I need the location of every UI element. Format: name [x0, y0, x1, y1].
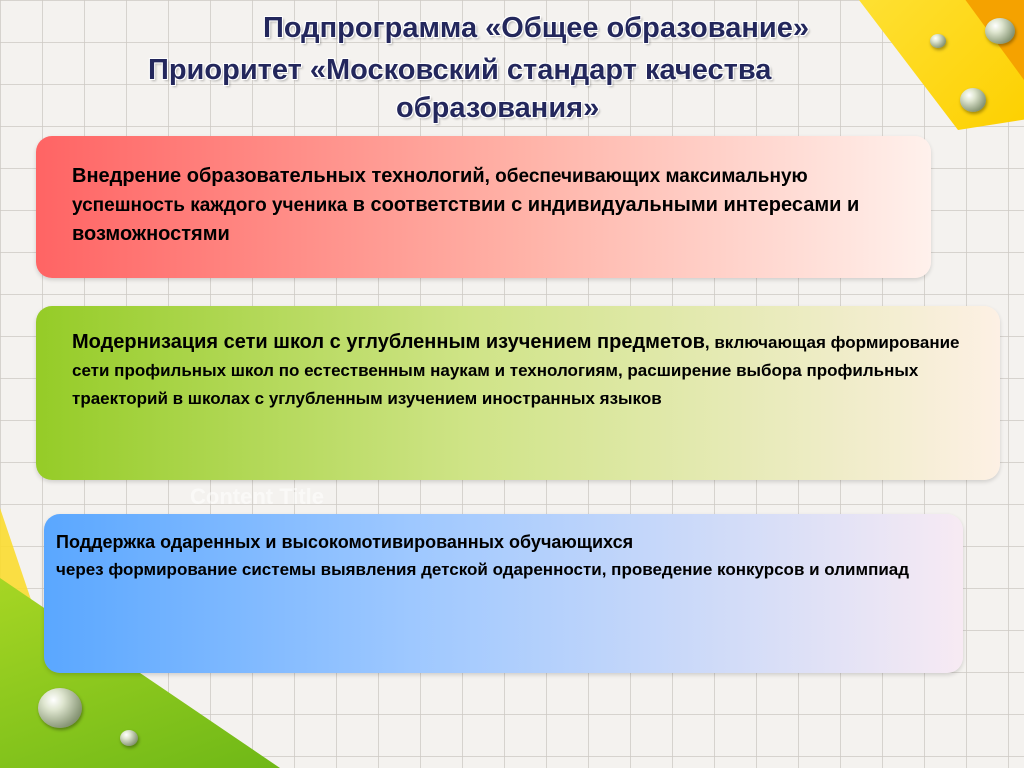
- card-heading: Внедрение образовательных технологий: [72, 165, 485, 187]
- card-text: через формирование системы выявления детской одаренности, проведение конкурсов и олимпиад: [56, 560, 910, 579]
- card-heading: Поддержка одаренных и высокомотивированных обучающихся: [56, 532, 634, 552]
- water-drop-icon: [960, 88, 986, 112]
- card-text: , обеспечивающих максимальную успешность каждого ученика: [72, 166, 808, 216]
- priority-card-technologies: [36, 136, 931, 278]
- priority-card-gifted-students: [44, 514, 963, 673]
- slide-title-line3: образования»: [396, 92, 600, 124]
- card-text: , включающая формирование сети профильных школ по естественным наукам и технологиям, расширение выбора профильных траекторий в школах с углубленным изучением иностранных языков: [72, 333, 960, 408]
- water-drop-icon: [985, 18, 1015, 44]
- water-drop-icon: [120, 730, 138, 746]
- card-text-emphasis: в соответствии с индивидуальными интересами и возможностями: [72, 194, 860, 245]
- water-drop-icon: [38, 688, 82, 728]
- water-drop-icon: [930, 34, 946, 48]
- priority-card-school-network: [36, 306, 1000, 480]
- content-title-placeholder: Content Title: [190, 484, 325, 509]
- card-heading: Модернизация сети школ с углубленным изучением предметов: [72, 331, 705, 353]
- slide-title-line2: Приоритет «Московский стандарт качества: [148, 54, 772, 86]
- slide-title-line1: Подпрограмма «Общее образование»: [263, 12, 809, 44]
